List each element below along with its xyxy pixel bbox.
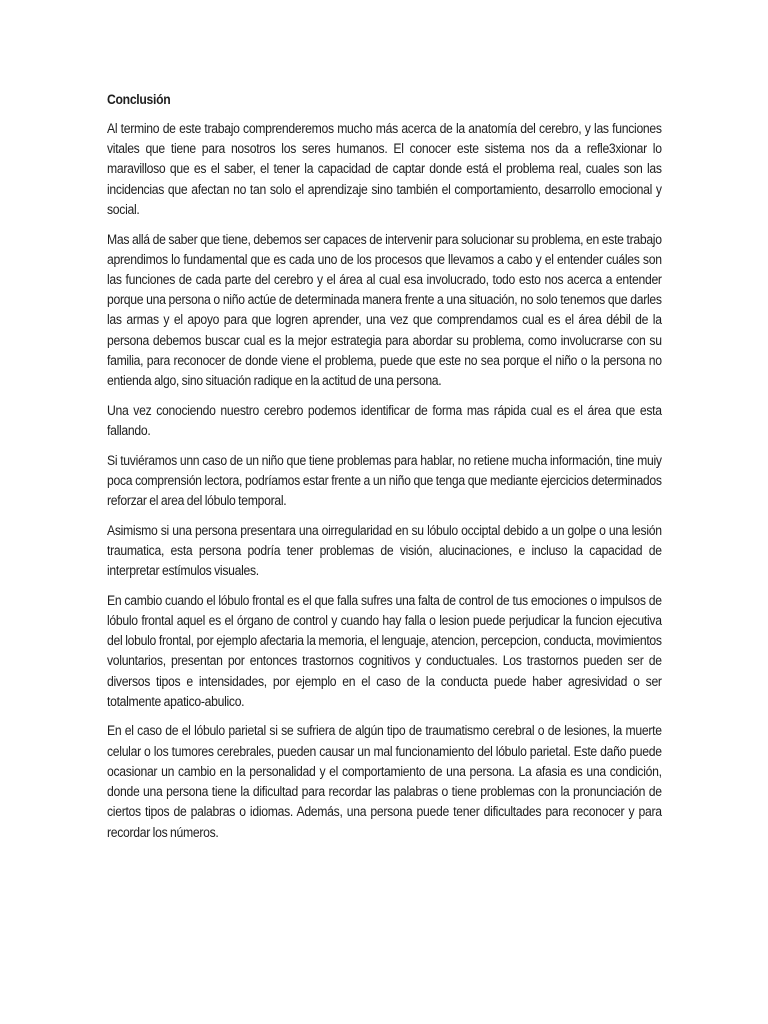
paragraph-1: Al termino de este trabajo comprenderemos mucho más acerca de la anatomía del cerebro, y las funciones vitales que tiene para nosotros los seres humanos. El conocer este sistema nos da a refle3xionar lo maravilloso que es el saber, el tener la capacidad de captar donde está el problema real, cuales son las incidencias que afectan no tan solo el aprendizaje sino también el comportamiento, desarrollo emocional y social.: [107, 121, 662, 218]
paragraph-2: Mas allá de saber que tiene, debemos ser capaces de intervenir para solucionar su problema, en este trabajo aprendimos lo fundamental que es cada uno de los procesos que llevamos a cabo y el entender cuáles son las funciones de cada parte del cerebro y el área al cual esa involucrado, todo esto nos acerca a entender porque una persona o niño actúe de determinada manera frente a una situación, no solo tenemos que darles las armas y el apoyo para que logren aprender, una vez que comprendamos cual es el área débil de la persona debemos buscar cual es la mejor estrategia para abordar su problema, como involucrarse con su familia, para reconocer de donde viene el problema, puede que este no sea porque el niño o la persona no entienda algo, sino situación radique en la actitud de una persona.: [107, 231, 662, 389]
paragraph-6: En cambio cuando el lóbulo frontal es el que falla sufres una falta de control de tus emociones o impulsos de lóbulo frontal aquel es el órgano de control y cuando hay falla o lesion puede perjudicar la funcion ejecutiva del lobulo frontal, por ejemplo afectaria la memoria, el lenguaje, atencion, percepcion, conducta, movimientos voluntarios, presentan por entonces trastornos cognitivos y conductuales. Los trastornos pueden ser de diversos tipos e intensidades, por ejemplo en el caso de la conducta puede haber agresividad o ser totalmente apatico-abulico.: [107, 592, 662, 710]
paragraph-7: En el caso de el lóbulo parietal si se sufriera de algún tipo de traumatismo cerebral o de lesiones, la muerte celular o los tumores cerebrales, pueden causar un mal funcionamiento del lóbulo parietal. Este daño puede ocasionar un cambio en la personalidad y el comportamiento de una persona. La afasia es una condición, donde una persona tiene la dificultad para recordar las palabras o tiene problemas con la pronunciación de ciertos tipos de palabras o idiomas. Además, una persona puede tener dificultades para reconocer y para recordar los números.: [107, 723, 662, 841]
section-heading: Conclusión: [107, 92, 171, 108]
document-body: [107, 90, 662, 852]
paragraph-5: Asimismo si una persona presentara una oirregularidad en su lóbulo occiptal debido a un golpe o una lesión traumatica, esta persona podría tener problemas de visión, alucinaciones, e incluso la capacidad de interpretar estímulos visuales.: [107, 522, 662, 580]
paragraph-3: Una vez conociendo nuestro cerebro podemos identificar de forma mas rápida cual es el área que esta fallando.: [107, 402, 662, 439]
paragraph-4: Si tuviéramos unn caso de un niño que tiene problemas para hablar, no retiene mucha información, tine muiy poca comprensión lectora, podríamos estar frente a un niño que tenga que mediante ejercicios determinados reforzar el area del lóbulo temporal.: [107, 452, 662, 509]
